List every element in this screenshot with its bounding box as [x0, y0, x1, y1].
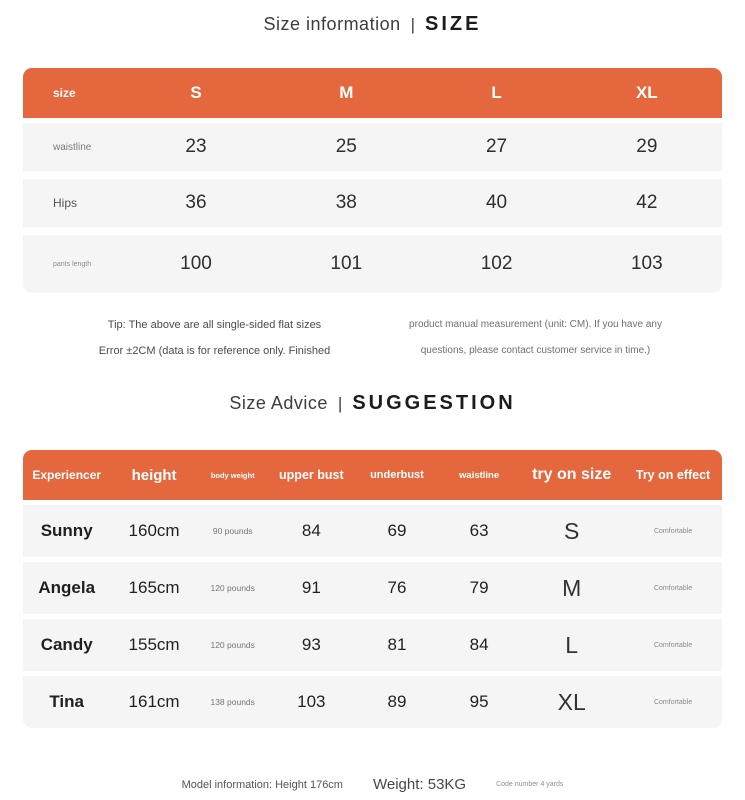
upper-bust-value: 91 [301, 578, 321, 597]
advice-header-try-on-effect: Try on effect [635, 468, 711, 482]
waistline-value-xl: 29 [636, 136, 658, 157]
size-title-caps: SIZE [425, 13, 482, 35]
table-row [23, 505, 722, 557]
advice-header-waistline: waistline [459, 469, 500, 481]
size-table [23, 68, 722, 293]
size-header-s: S [190, 83, 202, 102]
experiencer-weight: 138 pounds [210, 697, 255, 707]
advice-header-upper-bust: upper bust [279, 468, 344, 482]
try-on-size-value: L [565, 631, 579, 658]
tip-line-4: questions, please contact customer service in time.) [420, 345, 651, 356]
try-on-size-value: S [564, 517, 580, 544]
try-on-size-value: M [562, 574, 582, 601]
tip-right-column [391, 312, 681, 364]
advice-section-title [0, 392, 745, 415]
advice-table [23, 450, 722, 728]
advice-header-try-on-size: try on size [532, 466, 612, 483]
experiencer-name: Sunny [40, 521, 93, 540]
tip-line-2: Error ±2CM (data is for reference only. Finished [98, 345, 331, 357]
hips-value-l: 40 [485, 192, 508, 213]
size-header-label: size [53, 86, 76, 100]
advice-header-body-weight: body weight [210, 470, 255, 480]
model-info-text: Model information: Height 176cm [181, 778, 343, 791]
row-label-pants-length: pants length [53, 260, 92, 268]
title-divider: | [337, 393, 343, 413]
pants-value-xl: 103 [630, 253, 663, 274]
table-row [23, 179, 722, 227]
model-info-footer [0, 776, 745, 793]
table-row [23, 619, 722, 671]
waistline-value-s: 23 [185, 136, 207, 157]
experiencer-name: Angela [38, 578, 96, 597]
waistline-value-m: 25 [335, 136, 357, 157]
pants-value-l: 102 [480, 253, 513, 274]
table-row [23, 123, 722, 171]
experiencer-weight: 120 pounds [210, 640, 255, 650]
try-on-size-value: XL [557, 688, 586, 715]
experiencer-weight: 120 pounds [210, 583, 255, 593]
try-on-effect-value: Comfortable [653, 584, 693, 592]
experiencer-height: 155cm [128, 635, 180, 654]
hips-value-xl: 42 [636, 192, 658, 213]
experiencer-name: Candy [40, 635, 93, 654]
advice-title-caps: SUGGESTION [352, 392, 516, 414]
experiencer-weight: 90 pounds [212, 526, 253, 536]
experiencer-height: 160cm [128, 521, 180, 540]
try-on-effect-value: Comfortable [653, 527, 693, 535]
model-code-text: Code number 4 yards [496, 781, 564, 788]
title-divider: | [410, 14, 416, 34]
upper-bust-value: 93 [301, 635, 321, 654]
size-header-xl: XL [635, 83, 658, 102]
underbust-value: 76 [387, 578, 407, 597]
underbust-value: 89 [387, 692, 407, 711]
table-row [23, 562, 722, 614]
table-row [23, 676, 722, 728]
waistline-value-l: 27 [485, 136, 508, 157]
pants-value-m: 101 [330, 253, 363, 274]
tip-line-1: Tip: The above are all single-sided flat sizes [107, 319, 322, 331]
experiencer-name: Tina [49, 692, 84, 711]
advice-title-text: Size Advice [229, 393, 328, 413]
waistline-value: 63 [469, 521, 489, 540]
model-weight-text: Weight: 53KG [372, 776, 467, 793]
upper-bust-value: 103 [297, 692, 326, 711]
waistline-value: 84 [469, 635, 489, 654]
size-title-text: Size information [263, 14, 401, 34]
measurement-tip [0, 312, 745, 364]
experiencer-height: 165cm [128, 578, 180, 597]
waistline-value: 95 [469, 692, 489, 711]
table-row [23, 235, 722, 293]
advice-header-underbust: underbust [370, 469, 424, 481]
size-header-l: L [491, 83, 502, 102]
size-header-m: M [339, 83, 354, 102]
experiencer-height: 161cm [128, 692, 180, 711]
upper-bust-value: 84 [301, 521, 321, 540]
row-label-hips: Hips [53, 196, 78, 210]
try-on-effect-value: Comfortable [653, 698, 693, 706]
hips-value-s: 36 [185, 192, 207, 213]
row-label-waistline: waistline [53, 141, 92, 153]
advice-header-experiencer: Experiencer [32, 468, 102, 482]
size-section-title [0, 13, 745, 36]
try-on-effect-value: Comfortable [653, 641, 693, 649]
advice-header-height: height [131, 466, 177, 484]
hips-value-m: 38 [335, 192, 357, 213]
tip-line-3: product manual measurement (unit: CM). If you have any [409, 319, 662, 330]
advice-table-header-row [23, 450, 722, 500]
waistline-value: 79 [469, 578, 489, 597]
tip-left-column [65, 312, 365, 364]
pants-value-s: 100 [180, 253, 212, 274]
underbust-value: 69 [387, 521, 407, 540]
underbust-value: 81 [387, 635, 407, 654]
size-table-header-row [23, 68, 722, 118]
